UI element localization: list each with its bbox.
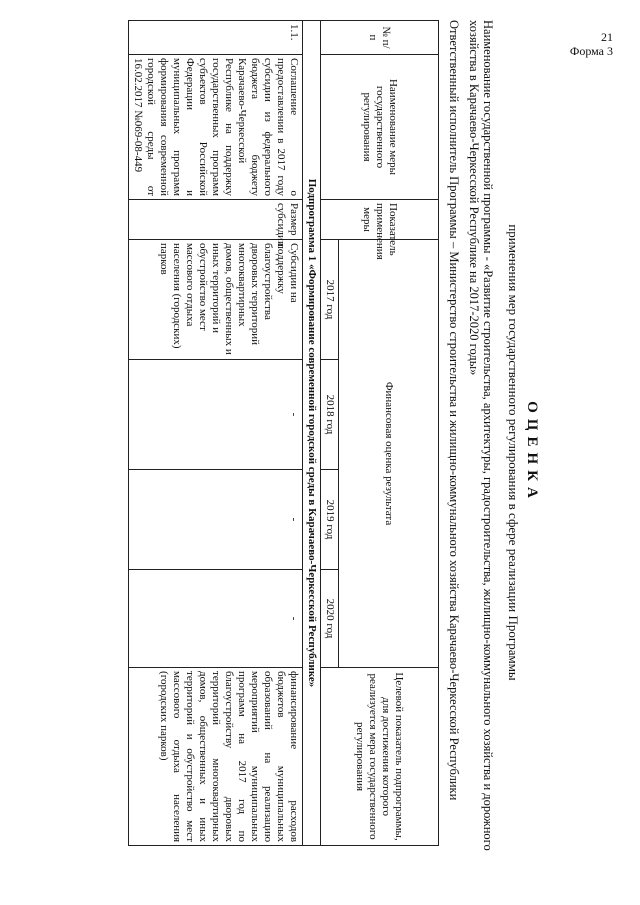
row-target: финансирование расходов бюджетов муниципальных образований на реализацию мероприятий муниципальных программ на 2017 год по благоустройству дворовых территорий многоквартирных домов, общественных и иных территорий и обустройство мест массового отдыха населения (городских парков) <box>129 668 303 846</box>
table-row <box>129 21 303 846</box>
header-2018: 2018 год <box>321 360 339 470</box>
row-2019: - <box>129 470 303 570</box>
header-indicator: Показатель применения меры <box>321 200 439 240</box>
page-number: 21 <box>601 30 613 44</box>
header-2017: 2017 год <box>321 240 339 360</box>
header-financial: Финансовая оценка результата <box>339 240 439 668</box>
row-2018: - <box>129 360 303 470</box>
document-subtitle: применения мер государственного регулирования в сфере реализации Программы <box>506 224 521 681</box>
header-2020: 2020 год <box>321 570 339 668</box>
row-2017: Субсидии на поддержку благоустройства дворовых территорий многоквартирных домов, общественных и иных территорий и обустройство мест массового отдыха населения (городских) парков <box>129 240 303 360</box>
table-header-row <box>339 21 439 846</box>
header-target: Целевой показатель подпрограммы, для достижения которого реализуется мера государственного регулирования <box>321 668 439 846</box>
header-2019: 2019 год <box>321 470 339 570</box>
header-measure: Наименование меры государственного регулирования <box>321 55 439 200</box>
form-label: Форма 3 <box>569 44 613 58</box>
section-row <box>303 21 321 846</box>
row-measure: Соглашение о предоставлении в 2017 году субсидии из федерального бюджета бюджету Карачаево-Черкесской Республике на поддержку государственных программ субъектов Российской Федерации и муниципальных программ формирования современной городской среды от 16.02.2017 №069-08-449 <box>129 55 303 200</box>
document-title: ОЦЕНКА <box>524 401 540 504</box>
assessment-table <box>128 20 439 846</box>
program-name: Наименование государственной программы - «Развитие строительства, архитектуры, градостроительства, жилищно-коммунального хозяйства и дорожного хозяйства в Карачаево-Черкесской Республике на 2017-2020 годы» <box>467 20 495 851</box>
document-body <box>128 20 630 885</box>
row-indicator: Размер субсидии <box>129 200 303 240</box>
header-num: № п/п <box>321 21 439 55</box>
row-2020: - <box>129 570 303 668</box>
section-title: Подпрограмма 1 «Формирование современной городской среды в Карачаево-Черкесской Республике» <box>303 21 321 846</box>
responsible-executor: Ответственный исполнитель Программы – Министерство строительства и жилищно-коммунального хозяйства Карачаево-Черкесской Республики <box>447 20 461 801</box>
row-num: 1.1. <box>129 21 303 55</box>
